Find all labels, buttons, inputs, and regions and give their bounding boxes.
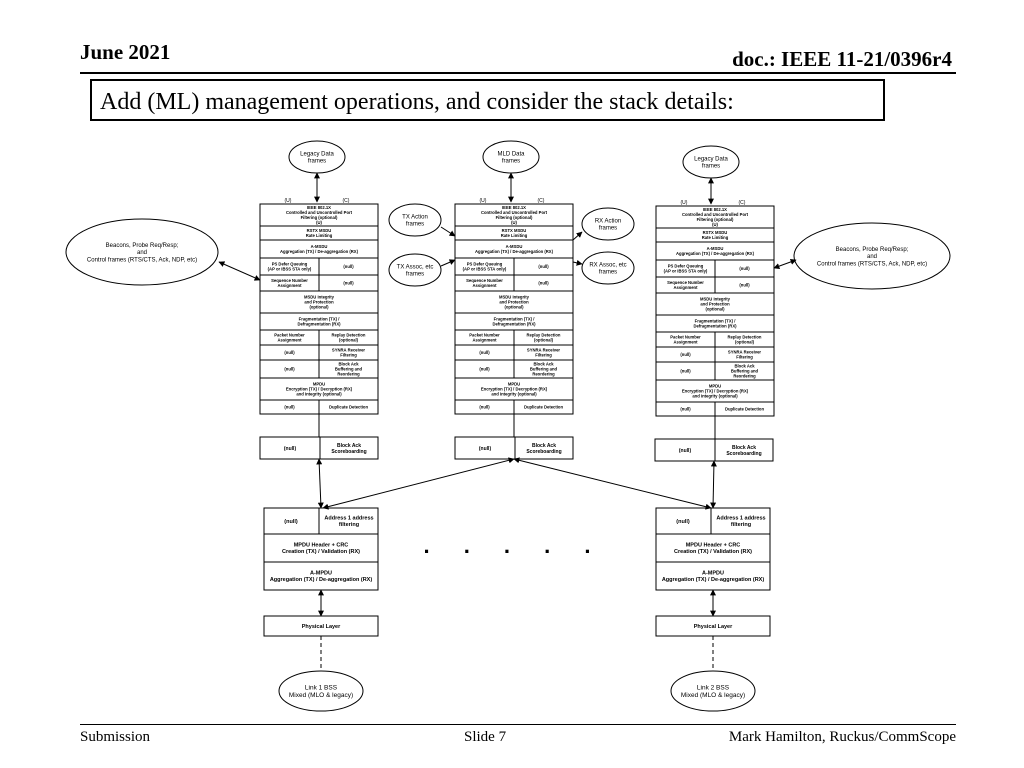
arrow-rx-assoc xyxy=(573,262,582,264)
scoreboard-label-left: Block Ack Scoreboarding xyxy=(331,442,367,455)
stack-row-center: MSDU Integrity and Protection (optional) xyxy=(498,294,530,310)
stack-cell-right-left: Replay Detection (optional) xyxy=(331,332,366,343)
arrow-beacons-right xyxy=(774,260,796,268)
addr-filter-link2: Address 1 address filtering xyxy=(716,515,766,529)
stack-row-center: Fragmentation (TX) / Defragmentation (RX) xyxy=(492,316,536,327)
stack-row-right: A-MSDU Aggregation (TX) / De-aggregation (RX) xyxy=(676,245,754,256)
stack-cell-left-right: Sequence Number Assignment xyxy=(667,279,704,290)
stack-cell-left-center: (null) xyxy=(479,404,490,410)
stack-row-left: A-MSDU Aggregation (TX) / De-aggregation (RX) xyxy=(280,243,358,254)
arrow-tx-assoc xyxy=(441,260,455,266)
scoreboard-null-left: (null) xyxy=(283,445,297,452)
rx-assoc-label: RX Assoc, etc frames xyxy=(589,262,627,276)
link2-bss-label: Link 2 BSS Mixed (MLO & legacy) xyxy=(680,684,746,700)
stack-row-right: IEEE 802.1X Controlled and Uncontrolled Port Filtering (optional) (U) xyxy=(681,206,749,228)
stack-row-left: IEEE 802.1X Controlled and Uncontrolled Port Filtering (optional) (U) xyxy=(285,204,353,226)
beacons-right-label: Beacons, Probe Req/Resp; and Control frames (RTS/CTS, Ack, NDP, etc) xyxy=(816,246,928,268)
scoreboard-label-center: Block Ack Scoreboarding xyxy=(526,442,562,455)
scoreboard-null-right: (null) xyxy=(678,447,692,454)
mpdu-header-link2: MPDU Header + CRC Creation (TX) / Validation (RX) xyxy=(674,542,752,556)
port-u-center: (U) xyxy=(479,197,487,204)
more-links-ellipsis: . . . . . xyxy=(423,533,605,558)
stack-cell-right-center: SYNRA Receiver Filtering xyxy=(526,347,561,358)
stack-cell-right-left: Block Ack Buffering and Reordering xyxy=(334,361,363,377)
stack-cell-right-center: Block Ack Buffering and Reordering xyxy=(529,361,558,377)
stack-row-right: RSTX MSDU Rate Limiting xyxy=(701,229,729,240)
header-divider xyxy=(80,72,956,74)
stack-cell-left-right: (null) xyxy=(680,368,691,374)
stack-cell-left-left: Packet Number Assignment xyxy=(274,332,305,343)
stack-cell-right-center: Duplicate Detection xyxy=(523,404,564,410)
stack-cell-left-center: (null) xyxy=(479,366,490,372)
port-c-left: (C) xyxy=(342,197,350,204)
stack-cell-left-left: (null) xyxy=(284,404,295,410)
stack-cell-left-right: (null) xyxy=(680,406,691,412)
stack-cell-left-left: (null) xyxy=(284,366,295,372)
header-doc-id: doc.: IEEE 11-21/0396r4 xyxy=(732,47,952,71)
tx-action-label: TX Action frames xyxy=(402,214,428,228)
footer-slide-number: Slide 7 xyxy=(464,729,507,745)
arrow-tx-action xyxy=(441,227,455,236)
stack-cell-right-center: (null) xyxy=(538,263,549,269)
arrow-rx-action xyxy=(573,232,582,240)
stack-row-right: Fragmentation (TX) / Defragmentation (RX) xyxy=(693,318,737,329)
scoreboard-null-center: (null) xyxy=(478,445,492,452)
scoreboard-label-right: Block Ack Scoreboarding xyxy=(726,444,762,457)
stack-cell-left-left: Sequence Number Assignment xyxy=(271,277,308,288)
stack-cell-left-left: PS Defer Queuing (AP or IBSS STA only) xyxy=(267,261,312,272)
arrow-sb-left-link1 xyxy=(319,459,321,508)
stack-cell-left-center: Sequence Number Assignment xyxy=(466,277,503,288)
stack-row-left: MPDU Encryption (TX) / Decryption (RX) and Integrity (optional) xyxy=(285,381,353,397)
stack-row-center: IEEE 802.1X Controlled and Uncontrolled Port Filtering (optional) (U) xyxy=(480,204,548,226)
stack-row-center: A-MSDU Aggregation (TX) / De-aggregation (RX) xyxy=(475,243,553,254)
stack-row-left: Fragmentation (TX) / Defragmentation (RX) xyxy=(297,316,341,327)
stack-cell-left-center: (null) xyxy=(479,349,490,355)
stack-cell-right-right: Replay Detection (optional) xyxy=(727,334,762,345)
stack-row-left: RSTX MSDU Rate Limiting xyxy=(305,227,333,238)
stack-cell-right-left: (null) xyxy=(343,263,354,269)
phy-link2: Physical Layer xyxy=(693,623,733,630)
addr-null-link1: (null) xyxy=(284,518,298,525)
stack-cell-right-right: Duplicate Detection xyxy=(724,406,765,412)
stack-row-center: MPDU Encryption (TX) / Decryption (RX) and Integrity (optional) xyxy=(480,381,548,397)
stack-cell-left-left: (null) xyxy=(284,349,295,355)
stack-cell-right-right: Block Ack Buffering and Reordering xyxy=(730,363,759,379)
arrow-beacons-left xyxy=(219,262,260,280)
stack-cell-left-center: PS Defer Queuing (AP or IBSS STA only) xyxy=(462,261,507,272)
stack-row-center: RSTX MSDU Rate Limiting xyxy=(500,227,528,238)
legacy-data-right-label: Legacy Data frames xyxy=(694,156,728,170)
stack-row-left: MSDU Integrity and Protection (optional) xyxy=(303,294,335,310)
port-u-right: (U) xyxy=(680,199,688,206)
addr-null-link2: (null) xyxy=(676,518,690,525)
stack-cell-right-left: (null) xyxy=(343,280,354,286)
ampdu-link2: A-MPDU Aggregation (TX) / De-aggregation (RX) xyxy=(661,570,765,584)
port-u-left: (U) xyxy=(284,197,292,204)
slide-title: Add (ML) management operations, and consider the stack details: xyxy=(90,79,885,121)
footer-author: Mark Hamilton, Ruckus/CommScope xyxy=(728,729,956,745)
port-c-center: (C) xyxy=(537,197,545,204)
stack-diagram xyxy=(0,130,1024,730)
stack-cell-right-left: Duplicate Detection xyxy=(328,404,369,410)
stack-cell-right-left: SYNRA Receiver Filtering xyxy=(331,347,366,358)
port-c-right: (C) xyxy=(738,199,746,206)
link1-bss-label: Link 1 BSS Mixed (MLO & legacy) xyxy=(288,684,354,700)
mld-data-label: MLD Data frames xyxy=(497,151,525,165)
stack-row-right: MSDU Integrity and Protection (optional) xyxy=(699,296,731,312)
stack-cell-right-right: (null) xyxy=(739,282,750,288)
beacons-left-label: Beacons, Probe Req/Resp; and Control frames (RTS/CTS, Ack, NDP, etc) xyxy=(86,242,198,264)
mpdu-header-link1: MPDU Header + CRC Creation (TX) / Validation (RX) xyxy=(282,542,360,556)
stack-row-right: MPDU Encryption (TX) / Decryption (RX) and Integrity (optional) xyxy=(681,383,749,399)
arrow-sb-center-link1 xyxy=(323,459,514,508)
stack-cell-left-right: Packet Number Assignment xyxy=(670,334,701,345)
footer-divider xyxy=(80,724,956,725)
stack-cell-left-center: Packet Number Assignment xyxy=(469,332,500,343)
arrow-sb-center-link2 xyxy=(514,459,711,508)
tx-assoc-label: TX Assoc, etc frames xyxy=(396,264,434,278)
header-date: June 2021 xyxy=(80,40,171,64)
addr-filter-link1: Address 1 address filtering xyxy=(324,515,374,529)
stack-cell-left-right: PS Defer Queuing (AP or IBSS STA only) xyxy=(663,263,708,274)
phy-link1: Physical Layer xyxy=(301,623,341,630)
stack-cell-right-center: (null) xyxy=(538,280,549,286)
stack-cell-right-right: SYNRA Receiver Filtering xyxy=(727,349,762,360)
stack-cell-right-right: (null) xyxy=(739,265,750,271)
stack-cell-left-right: (null) xyxy=(680,351,691,357)
rx-action-label: RX Action frames xyxy=(594,218,622,232)
legacy-data-left-label: Legacy Data frames xyxy=(300,151,334,165)
footer-submission: Submission xyxy=(80,729,151,745)
stack-cell-right-center: Replay Detection (optional) xyxy=(526,332,561,343)
ampdu-link1: A-MPDU Aggregation (TX) / De-aggregation (RX) xyxy=(269,570,373,584)
arrow-sb-right-link2 xyxy=(713,461,714,508)
